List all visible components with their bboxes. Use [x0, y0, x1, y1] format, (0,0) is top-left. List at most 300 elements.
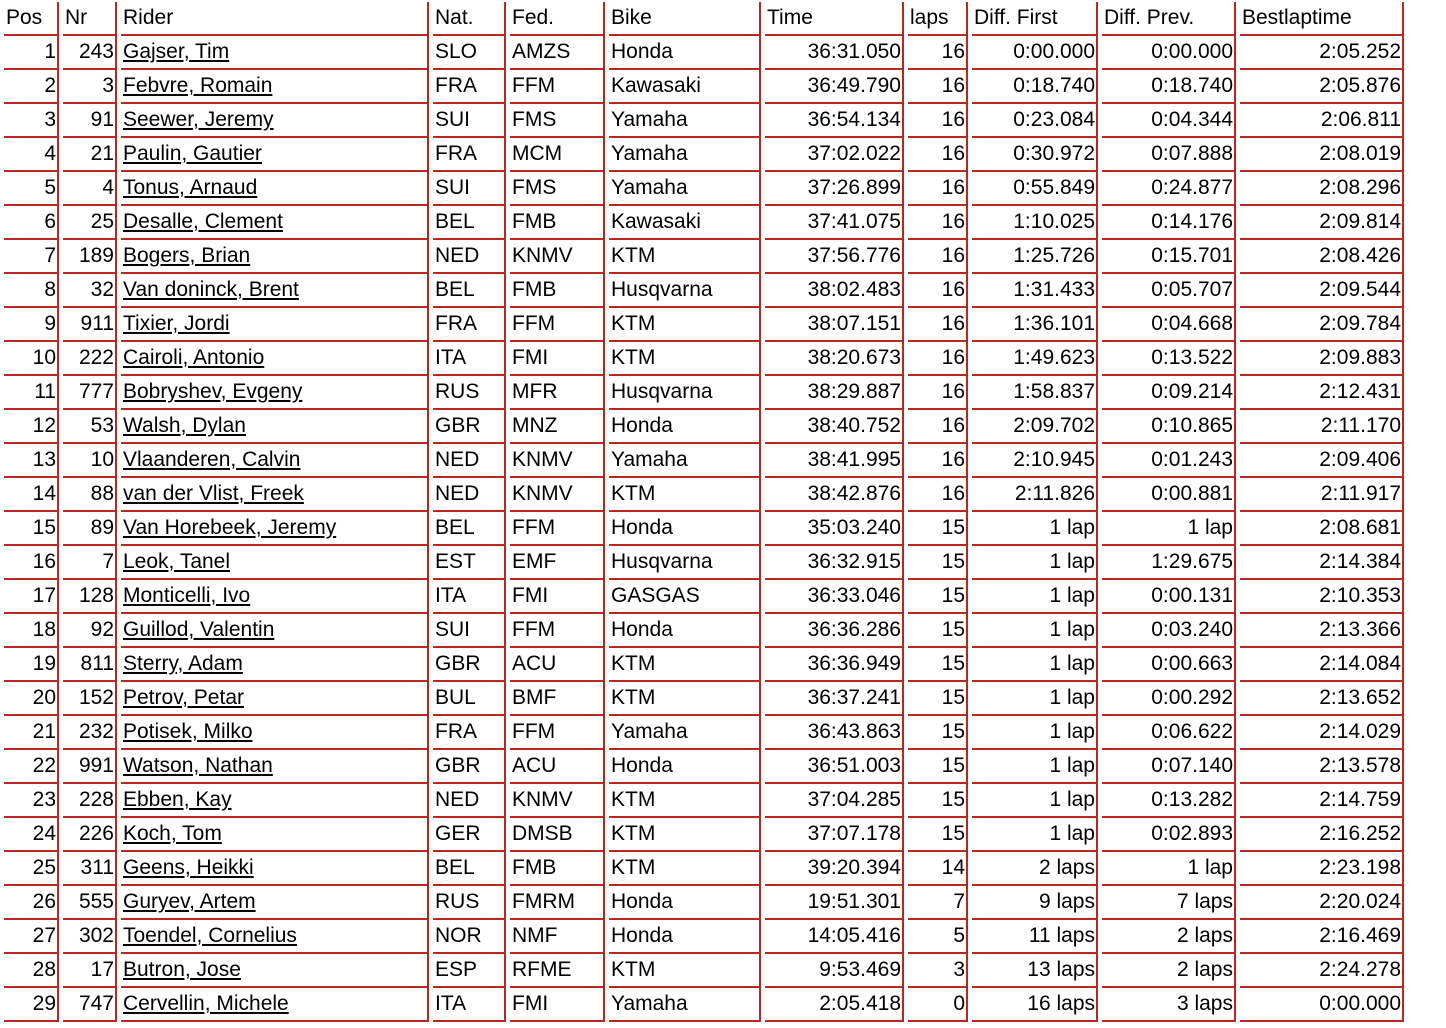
cell-time: 36:51.003 [765, 750, 904, 784]
cell-rider [121, 206, 429, 240]
cell-rider [121, 988, 429, 1022]
cell-pos: 26 [4, 886, 59, 920]
rider-link[interactable]: Potisek, Milko [123, 720, 253, 743]
cell-bike: KTM [609, 784, 761, 818]
cell-diff-first: 1 lap [972, 512, 1098, 546]
cell-diff-prev: 0:05.707 [1102, 274, 1236, 308]
cell-rider [121, 614, 429, 648]
rider-link[interactable]: Guillod, Valentin [123, 618, 275, 641]
cell-laps: 16 [908, 104, 968, 138]
cell-bike: KTM [609, 342, 761, 376]
cell-diff-prev: 1:29.675 [1102, 546, 1236, 580]
cell-pos: 15 [4, 512, 59, 546]
cell-pos: 29 [4, 988, 59, 1022]
cell-time: 36:49.790 [765, 70, 904, 104]
cell-rider [121, 274, 429, 308]
cell-nat: BUL [433, 682, 506, 716]
cell-pos: 9 [4, 308, 59, 342]
cell-fed: RFME [510, 954, 605, 988]
cell-bestlaptime: 2:13.578 [1240, 750, 1404, 784]
cell-fed: FMB [510, 274, 605, 308]
cell-nat: GBR [433, 410, 506, 444]
cell-time: 19:51.301 [765, 886, 904, 920]
cell-diff-first: 1:58.837 [972, 376, 1098, 410]
cell-rider [121, 954, 429, 988]
cell-nat: GER [433, 818, 506, 852]
cell-bestlaptime: 2:23.198 [1240, 852, 1404, 886]
rider-link[interactable]: Vlaanderen, Calvin [123, 448, 301, 471]
cell-fed: FMS [510, 172, 605, 206]
cell-time: 14:05.416 [765, 920, 904, 954]
cell-nat: FRA [433, 716, 506, 750]
rider-link[interactable]: Desalle, Clement [123, 210, 283, 233]
cell-pos: 19 [4, 648, 59, 682]
cell-nr: 4 [63, 172, 117, 206]
rider-link[interactable]: Guryev, Artem [123, 890, 256, 913]
cell-bestlaptime: 2:09.784 [1240, 308, 1404, 342]
table-row [4, 274, 1404, 308]
cell-diff-first: 1 lap [972, 716, 1098, 750]
cell-bike: KTM [609, 954, 761, 988]
cell-diff-first: 0:23.084 [972, 104, 1098, 138]
cell-time: 38:41.995 [765, 444, 904, 478]
cell-laps: 0 [908, 988, 968, 1022]
cell-rider [121, 70, 429, 104]
table-row [4, 580, 1404, 614]
cell-laps: 16 [908, 410, 968, 444]
cell-nr: 53 [63, 410, 117, 444]
cell-bestlaptime: 2:13.652 [1240, 682, 1404, 716]
cell-fed: MFR [510, 376, 605, 410]
rider-link[interactable]: Leok, Tanel [123, 550, 231, 573]
cell-diff-first: 2:11.826 [972, 478, 1098, 512]
rider-link[interactable]: Bogers, Brian [123, 244, 251, 267]
cell-time: 37:41.075 [765, 206, 904, 240]
header-pos: Pos [4, 2, 59, 36]
cell-laps: 16 [908, 376, 968, 410]
cell-diff-prev: 0:00.663 [1102, 648, 1236, 682]
cell-time: 36:43.863 [765, 716, 904, 750]
cell-nat: SUI [433, 172, 506, 206]
cell-rider [121, 580, 429, 614]
cell-nat: BEL [433, 512, 506, 546]
cell-nr: 17 [63, 954, 117, 988]
cell-pos: 21 [4, 716, 59, 750]
cell-laps: 16 [908, 274, 968, 308]
rider-link[interactable]: Geens, Heikki [123, 856, 254, 879]
cell-diff-first: 1 lap [972, 682, 1098, 716]
cell-rider [121, 410, 429, 444]
cell-fed: FMI [510, 580, 605, 614]
cell-nr: 226 [63, 818, 117, 852]
cell-nat: NED [433, 478, 506, 512]
cell-fed: AMZS [510, 36, 605, 70]
cell-bike: KTM [609, 818, 761, 852]
cell-pos: 20 [4, 682, 59, 716]
cell-nr: 243 [63, 36, 117, 70]
table-row [4, 342, 1404, 376]
cell-bestlaptime: 2:12.431 [1240, 376, 1404, 410]
cell-diff-prev: 1 lap [1102, 852, 1236, 886]
cell-diff-first: 2:10.945 [972, 444, 1098, 478]
cell-laps: 16 [908, 70, 968, 104]
cell-rider [121, 716, 429, 750]
table-row [4, 478, 1404, 512]
header-rider: Rider [121, 2, 429, 36]
table-row [4, 716, 1404, 750]
cell-bike: Husqvarna [609, 274, 761, 308]
cell-diff-first: 13 laps [972, 954, 1098, 988]
cell-bike: KTM [609, 240, 761, 274]
header-laps: laps [908, 2, 968, 36]
cell-pos: 1 [4, 36, 59, 70]
cell-time: 38:07.151 [765, 308, 904, 342]
cell-pos: 13 [4, 444, 59, 478]
cell-rider [121, 138, 429, 172]
cell-bestlaptime: 2:11.170 [1240, 410, 1404, 444]
cell-diff-first: 1 lap [972, 750, 1098, 784]
cell-diff-prev: 0:13.282 [1102, 784, 1236, 818]
cell-time: 38:20.673 [765, 342, 904, 376]
cell-bestlaptime: 2:08.681 [1240, 512, 1404, 546]
cell-nat: FRA [433, 308, 506, 342]
cell-nr: 228 [63, 784, 117, 818]
cell-nat: RUS [433, 886, 506, 920]
cell-diff-prev: 2 laps [1102, 920, 1236, 954]
table-row [4, 138, 1404, 172]
cell-nr: 92 [63, 614, 117, 648]
cell-nat: NOR [433, 920, 506, 954]
cell-diff-first: 16 laps [972, 988, 1098, 1022]
cell-nat: NED [433, 784, 506, 818]
cell-diff-first: 0:18.740 [972, 70, 1098, 104]
cell-fed: BMF [510, 682, 605, 716]
cell-fed: MNZ [510, 410, 605, 444]
cell-pos: 17 [4, 580, 59, 614]
rider-link[interactable]: Watson, Nathan [123, 754, 273, 777]
cell-laps: 16 [908, 172, 968, 206]
cell-bike: Yamaha [609, 138, 761, 172]
cell-diff-first: 0:30.972 [972, 138, 1098, 172]
cell-fed: FFM [510, 614, 605, 648]
cell-bike: Kawasaki [609, 70, 761, 104]
cell-time: 38:40.752 [765, 410, 904, 444]
cell-nat: NED [433, 444, 506, 478]
cell-fed: FFM [510, 70, 605, 104]
cell-diff-prev: 0:13.522 [1102, 342, 1236, 376]
table-row [4, 512, 1404, 546]
cell-nr: 88 [63, 478, 117, 512]
cell-fed: FMI [510, 988, 605, 1022]
table-row [4, 648, 1404, 682]
cell-bike: GASGAS [609, 580, 761, 614]
table-row [4, 172, 1404, 206]
table-row [4, 104, 1404, 138]
cell-nat: ITA [433, 988, 506, 1022]
cell-bike: Honda [609, 886, 761, 920]
cell-fed: FMRM [510, 886, 605, 920]
cell-diff-first: 1:25.726 [972, 240, 1098, 274]
cell-diff-prev: 0:07.888 [1102, 138, 1236, 172]
cell-diff-prev: 0:10.865 [1102, 410, 1236, 444]
table-row [4, 818, 1404, 852]
cell-bestlaptime: 2:20.024 [1240, 886, 1404, 920]
cell-bike: KTM [609, 308, 761, 342]
cell-nr: 10 [63, 444, 117, 478]
cell-diff-first: 1:49.623 [972, 342, 1098, 376]
cell-laps: 16 [908, 240, 968, 274]
cell-nr: 911 [63, 308, 117, 342]
cell-nat: FRA [433, 138, 506, 172]
cell-laps: 15 [908, 512, 968, 546]
rider-link[interactable]: Van Horebeek, Jeremy [123, 516, 337, 539]
cell-diff-first: 1 lap [972, 648, 1098, 682]
rider-link[interactable]: Tonus, Arnaud [123, 176, 258, 199]
cell-nr: 991 [63, 750, 117, 784]
header-time: Time [765, 2, 904, 36]
cell-bike: Honda [609, 920, 761, 954]
cell-laps: 16 [908, 444, 968, 478]
cell-bike: Kawasaki [609, 206, 761, 240]
header-fed: Fed. [510, 2, 605, 36]
cell-pos: 5 [4, 172, 59, 206]
cell-bestlaptime: 2:16.252 [1240, 818, 1404, 852]
cell-bestlaptime: 2:06.811 [1240, 104, 1404, 138]
cell-fed: MCM [510, 138, 605, 172]
cell-bestlaptime: 0:00.000 [1240, 988, 1404, 1022]
cell-bike: Yamaha [609, 104, 761, 138]
cell-laps: 7 [908, 886, 968, 920]
cell-diff-prev: 0:14.176 [1102, 206, 1236, 240]
rider-link[interactable]: Butron, Jose [123, 958, 241, 981]
cell-diff-first: 0:55.849 [972, 172, 1098, 206]
table-row [4, 308, 1404, 342]
cell-laps: 15 [908, 682, 968, 716]
table-row [4, 614, 1404, 648]
cell-bestlaptime: 2:09.406 [1240, 444, 1404, 478]
cell-laps: 16 [908, 308, 968, 342]
cell-pos: 24 [4, 818, 59, 852]
cell-time: 36:31.050 [765, 36, 904, 70]
cell-nat: ESP [433, 954, 506, 988]
cell-nr: 91 [63, 104, 117, 138]
cell-diff-first: 2 laps [972, 852, 1098, 886]
header-diff-prev: Diff. Prev. [1102, 2, 1236, 36]
cell-time: 39:20.394 [765, 852, 904, 886]
rider-link[interactable]: Bobryshev, Evgeny [123, 380, 303, 403]
rider-link[interactable]: Monticelli, Ivo [123, 584, 251, 607]
cell-fed: FFM [510, 512, 605, 546]
cell-rider [121, 240, 429, 274]
cell-pos: 16 [4, 546, 59, 580]
cell-bestlaptime: 2:08.296 [1240, 172, 1404, 206]
cell-diff-first: 1 lap [972, 546, 1098, 580]
cell-bike: Husqvarna [609, 376, 761, 410]
cell-nr: 222 [63, 342, 117, 376]
cell-diff-prev: 0:00.881 [1102, 478, 1236, 512]
cell-diff-prev: 1 lap [1102, 512, 1236, 546]
cell-diff-prev: 0:07.140 [1102, 750, 1236, 784]
cell-fed: FMI [510, 342, 605, 376]
cell-bestlaptime: 2:09.544 [1240, 274, 1404, 308]
cell-bike: KTM [609, 852, 761, 886]
cell-diff-prev: 0:00.000 [1102, 36, 1236, 70]
header-diff-first: Diff. First [972, 2, 1098, 36]
cell-nat: EST [433, 546, 506, 580]
cell-bestlaptime: 2:16.469 [1240, 920, 1404, 954]
rider-link[interactable]: Cervellin, Michele [123, 992, 289, 1015]
table-row [4, 852, 1404, 886]
cell-nat: NED [433, 240, 506, 274]
cell-diff-first: 2:09.702 [972, 410, 1098, 444]
cell-time: 9:53.469 [765, 954, 904, 988]
rider-link[interactable]: Gajser, Tim [123, 40, 230, 63]
cell-time: 36:32.915 [765, 546, 904, 580]
cell-diff-prev: 0:04.668 [1102, 308, 1236, 342]
cell-fed: KNMV [510, 478, 605, 512]
rider-link[interactable]: Van doninck, Brent [123, 278, 299, 301]
table-row [4, 682, 1404, 716]
cell-rider [121, 920, 429, 954]
cell-rider [121, 886, 429, 920]
rider-link[interactable]: Tixier, Jordi [123, 312, 230, 335]
cell-bestlaptime: 2:09.883 [1240, 342, 1404, 376]
cell-rider [121, 172, 429, 206]
cell-laps: 16 [908, 206, 968, 240]
header-nat: Nat. [433, 2, 506, 36]
table-row [4, 410, 1404, 444]
cell-pos: 25 [4, 852, 59, 886]
cell-fed: EMF [510, 546, 605, 580]
cell-bestlaptime: 2:11.917 [1240, 478, 1404, 512]
rider-link[interactable]: Koch, Tom [123, 822, 222, 845]
cell-bike: KTM [609, 648, 761, 682]
cell-nat: ITA [433, 342, 506, 376]
rider-link[interactable]: Paulin, Gautier [123, 142, 262, 165]
cell-bestlaptime: 2:24.278 [1240, 954, 1404, 988]
cell-fed: DMSB [510, 818, 605, 852]
cell-nr: 555 [63, 886, 117, 920]
cell-pos: 6 [4, 206, 59, 240]
cell-bike: Yamaha [609, 716, 761, 750]
cell-bestlaptime: 2:14.029 [1240, 716, 1404, 750]
cell-bestlaptime: 2:08.019 [1240, 138, 1404, 172]
rider-link[interactable]: Febvre, Romain [123, 74, 273, 97]
cell-rider [121, 750, 429, 784]
cell-bestlaptime: 2:10.353 [1240, 580, 1404, 614]
cell-time: 37:02.022 [765, 138, 904, 172]
cell-diff-prev: 0:18.740 [1102, 70, 1236, 104]
cell-time: 35:03.240 [765, 512, 904, 546]
cell-nr: 25 [63, 206, 117, 240]
cell-nr: 3 [63, 70, 117, 104]
rider-link[interactable]: Cairoli, Antonio [123, 346, 265, 369]
cell-nr: 21 [63, 138, 117, 172]
cell-diff-first: 0:00.000 [972, 36, 1098, 70]
cell-diff-prev: 0:04.344 [1102, 104, 1236, 138]
cell-diff-prev: 2 laps [1102, 954, 1236, 988]
cell-pos: 2 [4, 70, 59, 104]
cell-nat: FRA [433, 70, 506, 104]
rider-link[interactable]: Sterry, Adam [123, 652, 243, 675]
table-row [4, 784, 1404, 818]
cell-laps: 5 [908, 920, 968, 954]
rider-link[interactable]: Ebben, Kay [123, 788, 232, 811]
cell-laps: 15 [908, 750, 968, 784]
cell-nr: 777 [63, 376, 117, 410]
cell-pos: 11 [4, 376, 59, 410]
cell-rider [121, 818, 429, 852]
cell-rider [121, 104, 429, 138]
cell-bike: Yamaha [609, 988, 761, 1022]
cell-bike: KTM [609, 478, 761, 512]
cell-nr: 747 [63, 988, 117, 1022]
cell-rider [121, 852, 429, 886]
cell-laps: 15 [908, 546, 968, 580]
rider-link[interactable]: Toendel, Cornelius [123, 924, 297, 947]
cell-bestlaptime: 2:05.876 [1240, 70, 1404, 104]
cell-pos: 10 [4, 342, 59, 376]
cell-nat: SLO [433, 36, 506, 70]
cell-laps: 15 [908, 580, 968, 614]
cell-laps: 15 [908, 818, 968, 852]
cell-laps: 14 [908, 852, 968, 886]
cell-laps: 16 [908, 342, 968, 376]
cell-time: 36:37.241 [765, 682, 904, 716]
cell-fed: KNMV [510, 240, 605, 274]
table-row [4, 376, 1404, 410]
cell-bestlaptime: 2:09.814 [1240, 206, 1404, 240]
cell-fed: FMB [510, 852, 605, 886]
cell-pos: 7 [4, 240, 59, 274]
cell-pos: 12 [4, 410, 59, 444]
cell-laps: 16 [908, 36, 968, 70]
cell-bike: KTM [609, 682, 761, 716]
cell-bike: Honda [609, 614, 761, 648]
cell-rider [121, 682, 429, 716]
cell-nat: ITA [433, 580, 506, 614]
cell-nr: 128 [63, 580, 117, 614]
cell-nr: 89 [63, 512, 117, 546]
cell-nat: GBR [433, 648, 506, 682]
cell-diff-prev: 0:09.214 [1102, 376, 1236, 410]
cell-nr: 152 [63, 682, 117, 716]
cell-bike: Honda [609, 750, 761, 784]
cell-pos: 28 [4, 954, 59, 988]
cell-nr: 189 [63, 240, 117, 274]
cell-rider [121, 546, 429, 580]
rider-link[interactable]: Petrov, Petar [123, 686, 244, 709]
cell-rider [121, 36, 429, 70]
cell-pos: 8 [4, 274, 59, 308]
cell-rider [121, 444, 429, 478]
cell-diff-first: 1 lap [972, 614, 1098, 648]
cell-fed: FFM [510, 716, 605, 750]
header-bike: Bike [609, 2, 761, 36]
table-row [4, 920, 1404, 954]
rider-link[interactable]: van der Vlist, Freek [123, 482, 304, 505]
cell-diff-first: 9 laps [972, 886, 1098, 920]
cell-pos: 14 [4, 478, 59, 512]
cell-pos: 18 [4, 614, 59, 648]
rider-link[interactable]: Walsh, Dylan [123, 414, 246, 437]
cell-diff-first: 1 lap [972, 580, 1098, 614]
cell-bike: Honda [609, 410, 761, 444]
cell-time: 2:05.418 [765, 988, 904, 1022]
rider-link[interactable]: Seewer, Jeremy [123, 108, 274, 131]
cell-fed: ACU [510, 648, 605, 682]
cell-laps: 3 [908, 954, 968, 988]
